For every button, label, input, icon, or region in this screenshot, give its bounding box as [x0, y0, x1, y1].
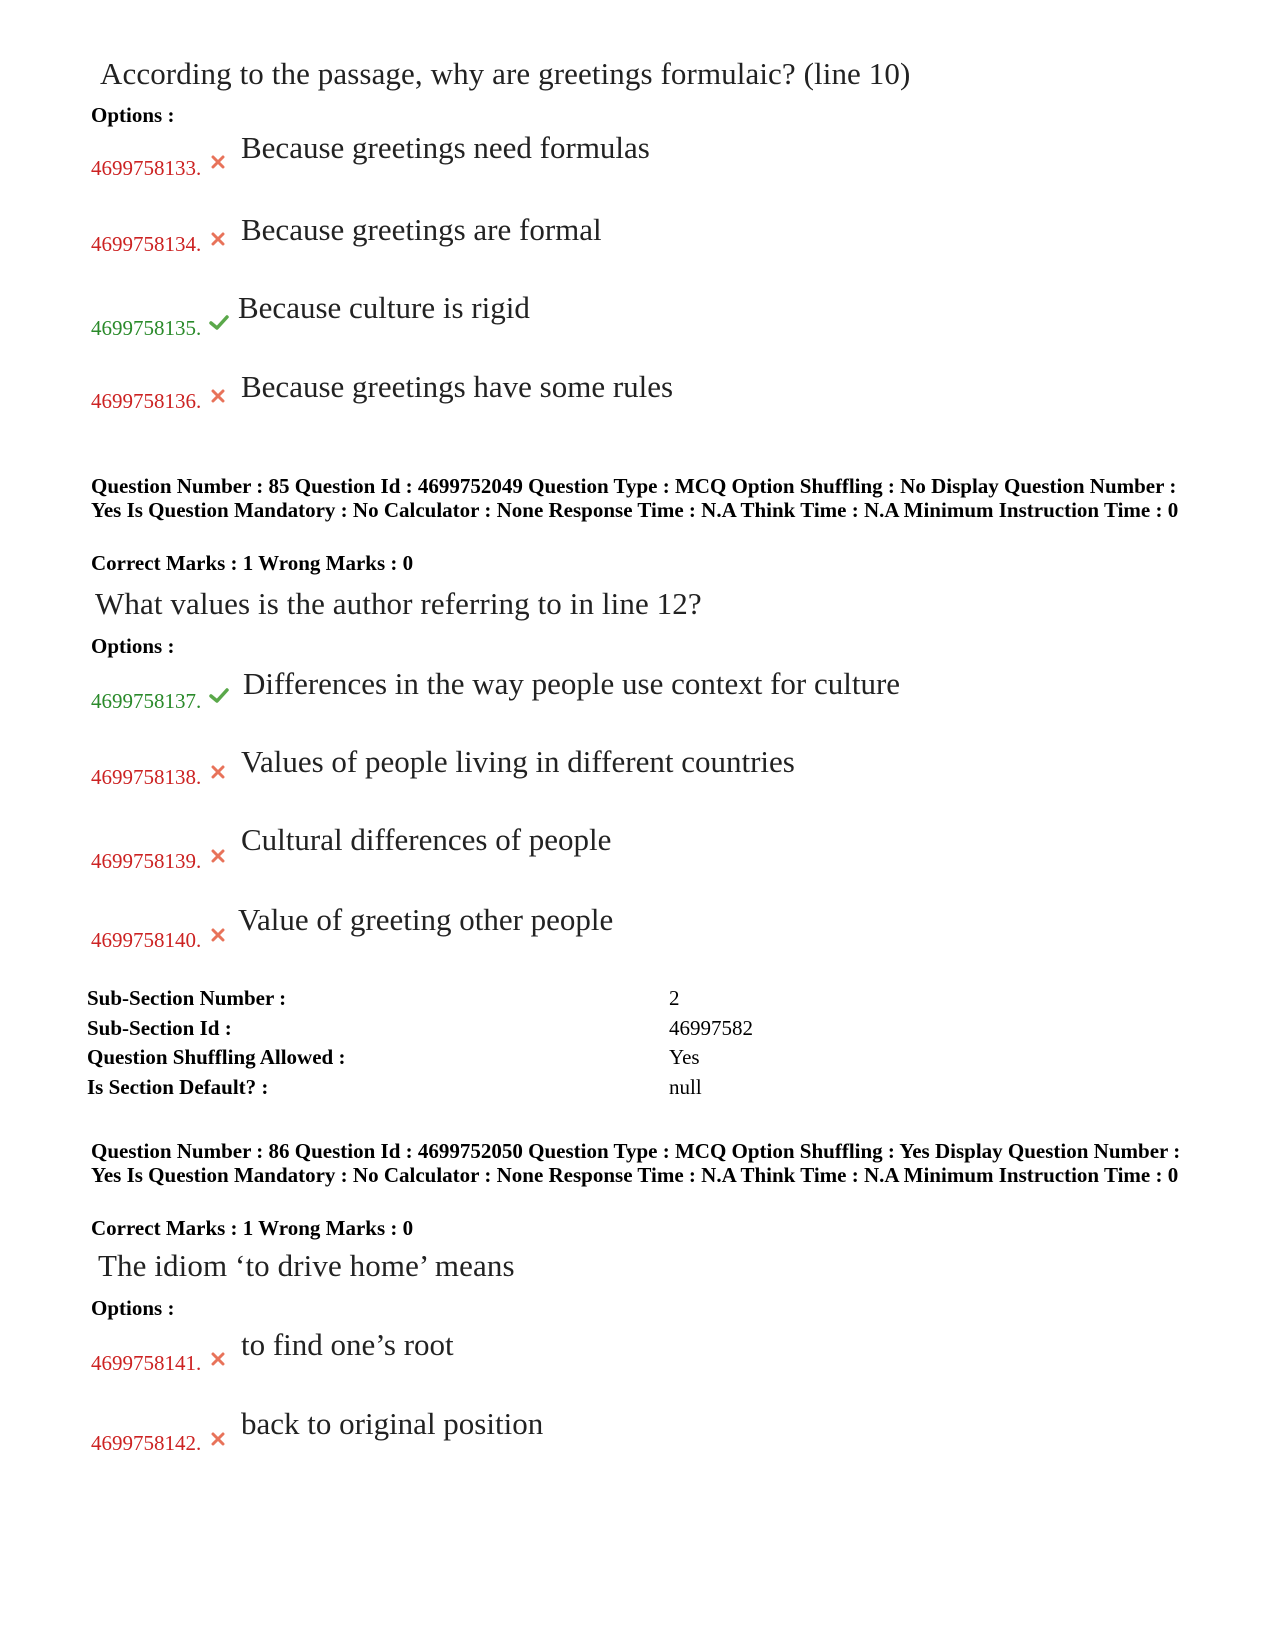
option-text: Values of people living in different countries [241, 744, 795, 779]
cross-icon [211, 849, 225, 868]
option-text: back to original position [241, 1406, 544, 1441]
option-id: 4699758138. [91, 765, 202, 789]
cross-icon [211, 389, 225, 408]
cross-icon [211, 765, 225, 784]
cross-icon [211, 1352, 225, 1371]
subsection-key: Sub-Section Id : [87, 1016, 232, 1040]
option-text: Value of greeting other people [238, 902, 614, 937]
cross-icon [211, 155, 225, 174]
options-label: Options : [91, 103, 175, 127]
check-icon [209, 315, 229, 336]
option-text: Because greetings have some rules [241, 369, 674, 404]
subsection-key: Is Section Default? : [87, 1075, 269, 1099]
subsection-value: 2 [669, 986, 680, 1010]
cross-icon [211, 928, 225, 947]
option-text: Differences in the way people use context for culture [243, 666, 901, 701]
subsection-key: Question Shuffling Allowed : [87, 1045, 346, 1069]
subsection-value: Yes [669, 1045, 700, 1069]
cross-icon [211, 1432, 225, 1451]
subsection-value: null [669, 1075, 702, 1099]
question-86-text: The idiom ‘to drive home’ means [98, 1248, 515, 1283]
option-id: 4699758140. [91, 928, 202, 952]
question-86-meta: Question Number : 86 Question Id : 4699752050 Question Type : MCQ Option Shuffling : Yes Display Question Number : Yes Is Question Mandatory : No Calculator : None Response Time : N.A Think Time : N.A Minimum Instruction Time : 0 [91, 1139, 1181, 1187]
subsection-value: 46997582 [669, 1016, 753, 1040]
options-label: Options : [91, 1296, 175, 1320]
option-text: Because greetings need formulas [241, 130, 650, 165]
option-id: 4699758139. [91, 849, 202, 873]
option-text: Because greetings are formal [241, 212, 602, 247]
question-85-marks: Correct Marks : 1 Wrong Marks : 0 [91, 551, 414, 575]
question-85-text: What values is the author referring to in line 12? [95, 586, 702, 621]
question-84-text: According to the passage, why are greetings formulaic? (line 10) [100, 56, 911, 91]
option-id: 4699758133. [91, 156, 202, 180]
option-text: Cultural differences of people [241, 822, 612, 857]
option-id: 4699758135. [91, 316, 202, 340]
question-85-meta: Question Number : 85 Question Id : 4699752049 Question Type : MCQ Option Shuffling : No Display Question Number : Yes Is Question Mandatory : No Calculator : None Response Time : N.A Think Time : N.A Minimum Instruction Time : 0 [91, 474, 1179, 522]
check-icon [209, 688, 229, 709]
option-id: 4699758141. [91, 1351, 202, 1375]
option-id: 4699758134. [91, 232, 202, 256]
option-text: to find one’s root [241, 1327, 454, 1362]
question-86-marks: Correct Marks : 1 Wrong Marks : 0 [91, 1216, 414, 1240]
option-text: Because culture is rigid [238, 290, 530, 325]
option-id: 4699758136. [91, 389, 202, 413]
cross-icon [211, 232, 225, 251]
subsection-key: Sub-Section Number : [87, 986, 287, 1010]
options-label: Options : [91, 634, 175, 658]
option-id: 4699758137. [91, 689, 202, 713]
option-id: 4699758142. [91, 1431, 202, 1455]
